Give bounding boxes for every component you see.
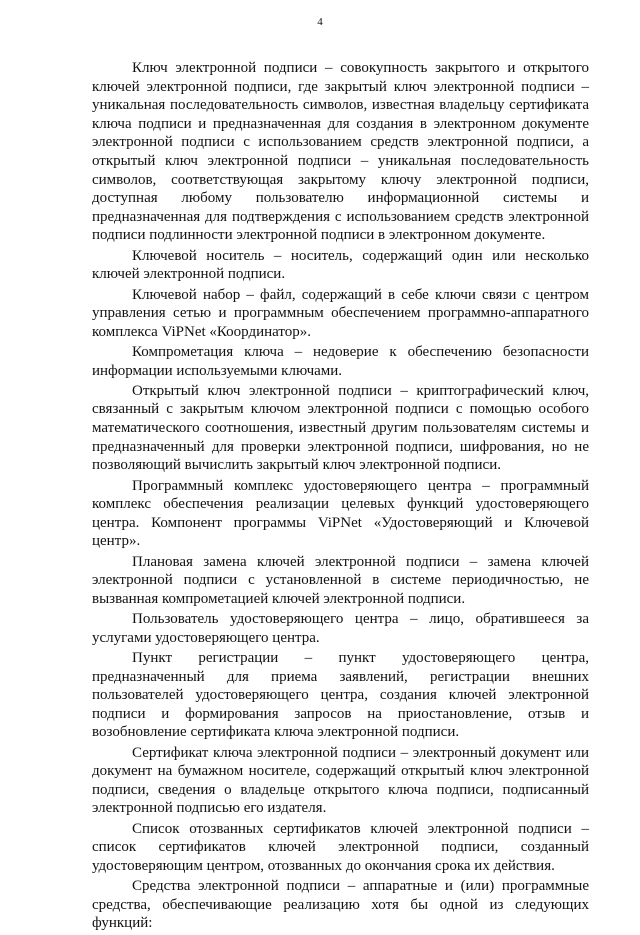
definition-ca-user: Пользователь удостоверяющего центра – лицо, обратившееся за услугами удостоверяющего центра. xyxy=(92,611,589,646)
document-body xyxy=(92,59,589,935)
definition-revocation-list: Список отозванных сертификатов ключей электронной подписи – список сертификатов ключей электронной подписи, созданный удостоверяющим центром, отозванных до окончания срока их действия. xyxy=(92,820,589,874)
definition-planned-key-replacement: Плановая замена ключей электронной подписи – замена ключей электронной подписи с установленной в системе периодичностью, не вызванная компрометацией ключей электронной подписи. xyxy=(92,553,589,607)
definition-public-key: Открытый ключ электронной подписи – криптографический ключ, связанный с закрытым ключом электронной подписи с помощью особого математического соотношения, известный другим пользователям системы и предназначенный для проверки электронной подписи, шифрования, но не позволяющий вычислить закрытый ключ электронной подписи. xyxy=(92,382,589,474)
definition-key-electronic-signature: Ключ электронной подписи – совокупность закрытого и открытого ключей электронной подписи, где закрытый ключ электронной подписи – уникальная последовательность символов, известная владельцу сертификата ключа подписи и предназначенная для создания в электронном документе электронной подписи с использованием средств электронной подписи, а открытый ключ электронной подписи – уникальная последовательность символов, соответствующая закрытому ключу электронной подписи, доступная любому пользователю информационной системы и предназначенная для подтверждения с использованием средств электронной подписи подлинности электронной подписи в электронном документе. xyxy=(92,60,589,244)
definition-key-carrier: Ключевой носитель – носитель, содержащий один или несколько ключей электронной подписи. xyxy=(92,247,589,283)
definition-registration-point: Пункт регистрации – пункт удостоверяющего центра, предназначенный для приема заявлений, регистрации внешних пользователей удостоверяющего центра, создания ключей электронной подписи и формирования запросов на приостановление, отзыв и возобновление сертификата ключа электронной подписи. xyxy=(92,649,589,741)
definition-ca-software-complex: Программный комплекс удостоверяющего центра – программный комплекс обеспечения реализации целевых функций удостоверяющего центра. Компонент программы ViPNet «Удостоверяющий и Ключевой центр». xyxy=(92,477,589,550)
definition-key-certificate: Сертификат ключа электронной подписи – электронный документ или документ на бумажном носителе, содержащий открытый ключ электронной подписи, сведения о владельце открытого ключа подписи, подписанный электронной подписью его издателя. xyxy=(92,744,589,817)
definition-key-compromise: Компрометация ключа – недоверие к обеспечению безопасности информации используемыми ключами. xyxy=(92,343,589,379)
definition-signature-tools: Средства электронной подписи – аппаратные и (или) программные средства, обеспечивающие реализацию хотя бы одной из следующих функций: xyxy=(92,878,589,932)
page-number: 4 xyxy=(317,16,323,28)
definition-key-set: Ключевой набор – файл, содержащий в себе ключи связи с центром управления сетью и программным обеспечением программно-аппаратного комплекса ViPNet «Координатор». xyxy=(92,286,589,340)
